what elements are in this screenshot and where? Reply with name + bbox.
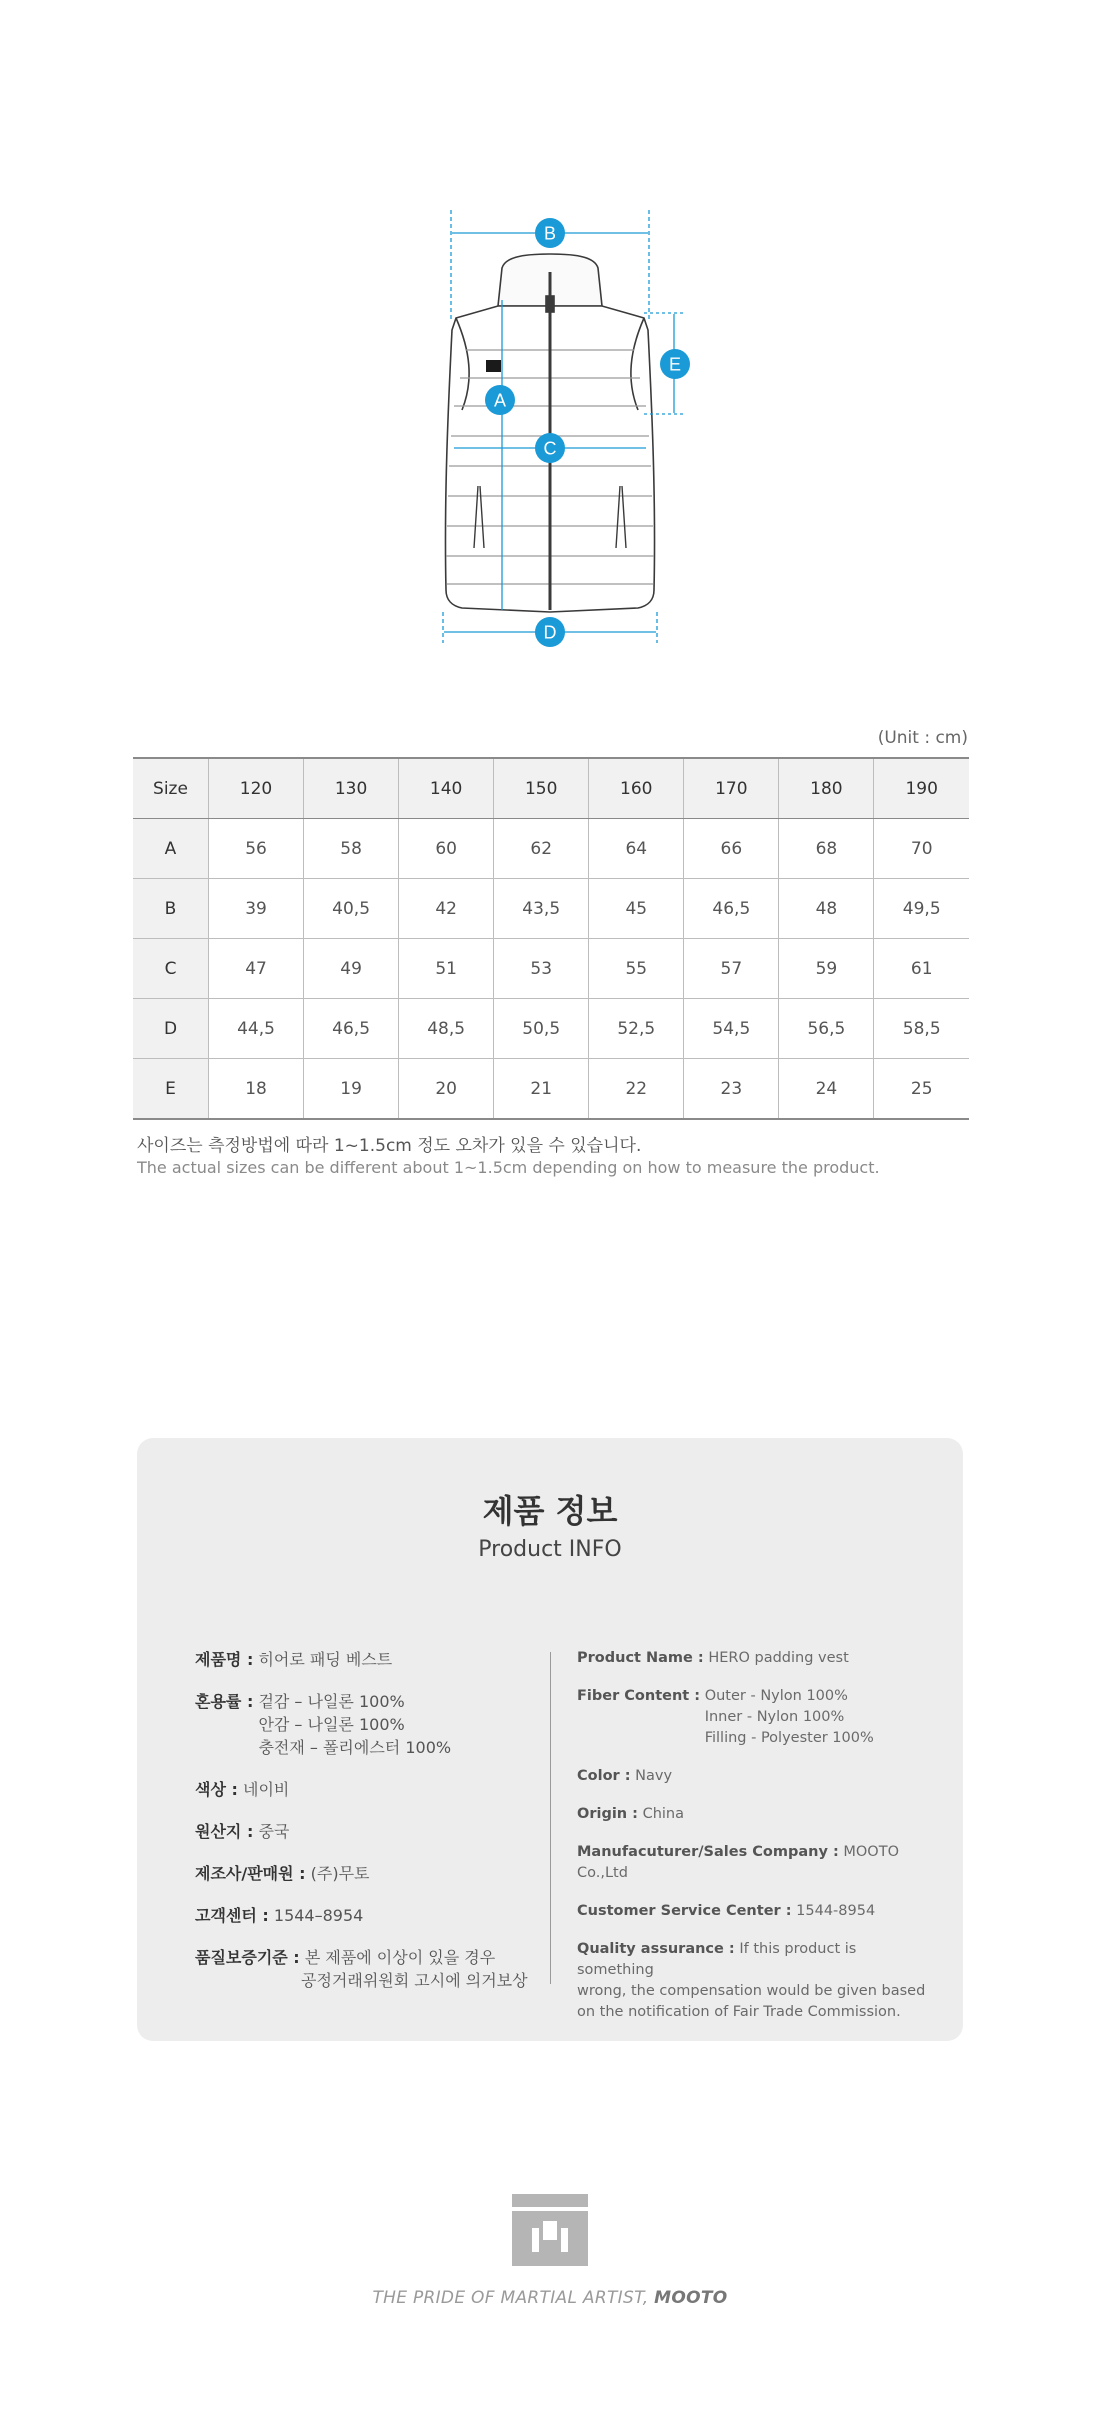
table-cell: 47 (209, 939, 304, 999)
row-label-a: A (133, 819, 209, 879)
info-item-name-en: Product Name : HERO padding vest (577, 1650, 849, 1666)
table-cell: 58,5 (874, 999, 969, 1059)
table-row (133, 879, 969, 939)
svg-text:E: E (668, 354, 682, 375)
vest-chest-logo (486, 360, 501, 372)
info-item-service-ko: 고객센터 : 1544–8954 (195, 1906, 364, 1925)
table-cell: 56,5 (779, 999, 874, 1059)
table-row (133, 999, 969, 1059)
info-item-origin-ko: 원산지 : 중국 (195, 1822, 290, 1841)
vest-zipper-pull (546, 296, 554, 312)
table-cell: 48 (779, 879, 874, 939)
table-cell: 53 (494, 939, 589, 999)
table-cell: 49 (304, 939, 399, 999)
table-cell: 55 (589, 939, 684, 999)
size-header-cell: 190 (874, 758, 969, 819)
marker-a (485, 385, 515, 415)
table-cell: 61 (874, 939, 969, 999)
table-row (133, 819, 969, 879)
info-item-maker-en: Manufacuturer/Sales Company : MOOTO Co.,Ltd (577, 1844, 899, 1881)
info-item-service-en: Customer Service Center : 1544-8954 (577, 1903, 876, 1919)
info-item-name-ko: 제품명 : 히어로 패딩 베스트 (195, 1650, 393, 1669)
table-row (133, 939, 969, 999)
table-cell: 62 (494, 819, 589, 879)
product-info-korean-column (195, 1648, 535, 2011)
brand-tagline: THE PRIDE OF MARTIAL ARTIST, MOOTO (372, 2288, 728, 2308)
table-cell: 22 (589, 1059, 684, 1120)
table-cell: 57 (684, 939, 779, 999)
table-cell: 21 (494, 1059, 589, 1120)
mooto-logo-icon (512, 2194, 588, 2266)
table-cell: 20 (399, 1059, 494, 1120)
table-cell: 18 (209, 1059, 304, 1120)
table-cell: 64 (589, 819, 684, 879)
marker-c (535, 433, 565, 463)
table-cell: 54,5 (684, 999, 779, 1059)
row-label-e: E (133, 1059, 209, 1120)
svg-text:A: A (493, 390, 507, 411)
info-item-fiber-en: Fiber Content : Outer - Nylon 100% Inner - Nylon 100% Filling - Polyester 100% (577, 1688, 874, 1746)
marker-e (660, 349, 690, 379)
table-cell: 46,5 (684, 879, 779, 939)
product-info-title-ko: 제품 정보 (482, 1492, 618, 1530)
info-item-origin-en: Origin : China (577, 1806, 684, 1822)
table-cell: 70 (874, 819, 969, 879)
table-cell: 39 (209, 879, 304, 939)
table-cell: 24 (779, 1059, 874, 1120)
table-cell: 25 (874, 1059, 969, 1120)
info-item-material-ko: 혼용률 : 겉감 – 나일론 100% 안감 – 나일론 100% 충전재 – 폴리에스터 100% (195, 1692, 452, 1757)
size-note-english: The actual sizes can be different about 1~1.5cm depending on how to measure the product. (137, 1158, 880, 1177)
size-header-cell: 180 (779, 758, 874, 819)
table-cell: 52,5 (589, 999, 684, 1059)
brand-name: MOOTO (654, 2288, 728, 2308)
info-item-quality-en: Quality assurance : If this product is something wrong, the compensation would be given based on the notification of Fair Trade Commission. (577, 1941, 926, 2020)
table-cell: 43,5 (494, 879, 589, 939)
marker-b (535, 218, 565, 248)
table-cell: 58 (304, 819, 399, 879)
info-item-color-ko: 색상 : 네이비 (195, 1780, 290, 1799)
table-cell: 40,5 (304, 879, 399, 939)
table-cell: 19 (304, 1059, 399, 1120)
product-info-title-en: Product INFO (478, 1537, 622, 1562)
table-cell: 23 (684, 1059, 779, 1120)
table-cell: 56 (209, 819, 304, 879)
table-cell: 44,5 (209, 999, 304, 1059)
size-header-cell: 120 (209, 758, 304, 819)
table-cell: 51 (399, 939, 494, 999)
table-cell: 66 (684, 819, 779, 879)
svg-text:C: C (543, 438, 557, 459)
unit-label: (Unit : cm) (877, 728, 968, 748)
size-table (133, 757, 969, 1120)
product-info-panel (137, 1438, 963, 2041)
table-cell: 49,5 (874, 879, 969, 939)
table-cell: 68 (779, 819, 874, 879)
table-cell: 45 (589, 879, 684, 939)
info-column-divider (550, 1652, 551, 1984)
size-header-cell: 170 (684, 758, 779, 819)
marker-d (535, 617, 565, 647)
row-label-b: B (133, 879, 209, 939)
table-row (133, 1059, 969, 1120)
table-cell: 59 (779, 939, 874, 999)
info-item-warranty-ko: 품질보증기준 : 본 제품에 이상이 있을 경우 공정거래위원회 고시에 의거보상 (195, 1948, 528, 1990)
vest-measurement-diagram (0, 0, 1100, 680)
svg-text:B: B (543, 223, 557, 244)
svg-text:D: D (543, 622, 557, 643)
size-header-cell: 140 (399, 758, 494, 819)
table-cell: 50,5 (494, 999, 589, 1059)
table-cell: 46,5 (304, 999, 399, 1059)
info-item-maker-ko: 제조사/판매원 : (주)무토 (195, 1864, 370, 1883)
table-cell: 42 (399, 879, 494, 939)
info-item-color-en: Color : Navy (577, 1768, 673, 1784)
size-header-cell: 160 (589, 758, 684, 819)
row-label-d: D (133, 999, 209, 1059)
size-header-cell: 150 (494, 758, 589, 819)
product-info-english-column (577, 1648, 937, 2040)
table-cell: 60 (399, 819, 494, 879)
table-cell: 48,5 (399, 999, 494, 1059)
size-header-cell: 130 (304, 758, 399, 819)
size-header-row (133, 758, 969, 819)
row-label-c: C (133, 939, 209, 999)
size-header-label: Size (133, 758, 209, 819)
size-note-korean: 사이즈는 측정방법에 따라 1~1.5cm 정도 오차가 있을 수 있습니다. (137, 1136, 642, 1156)
